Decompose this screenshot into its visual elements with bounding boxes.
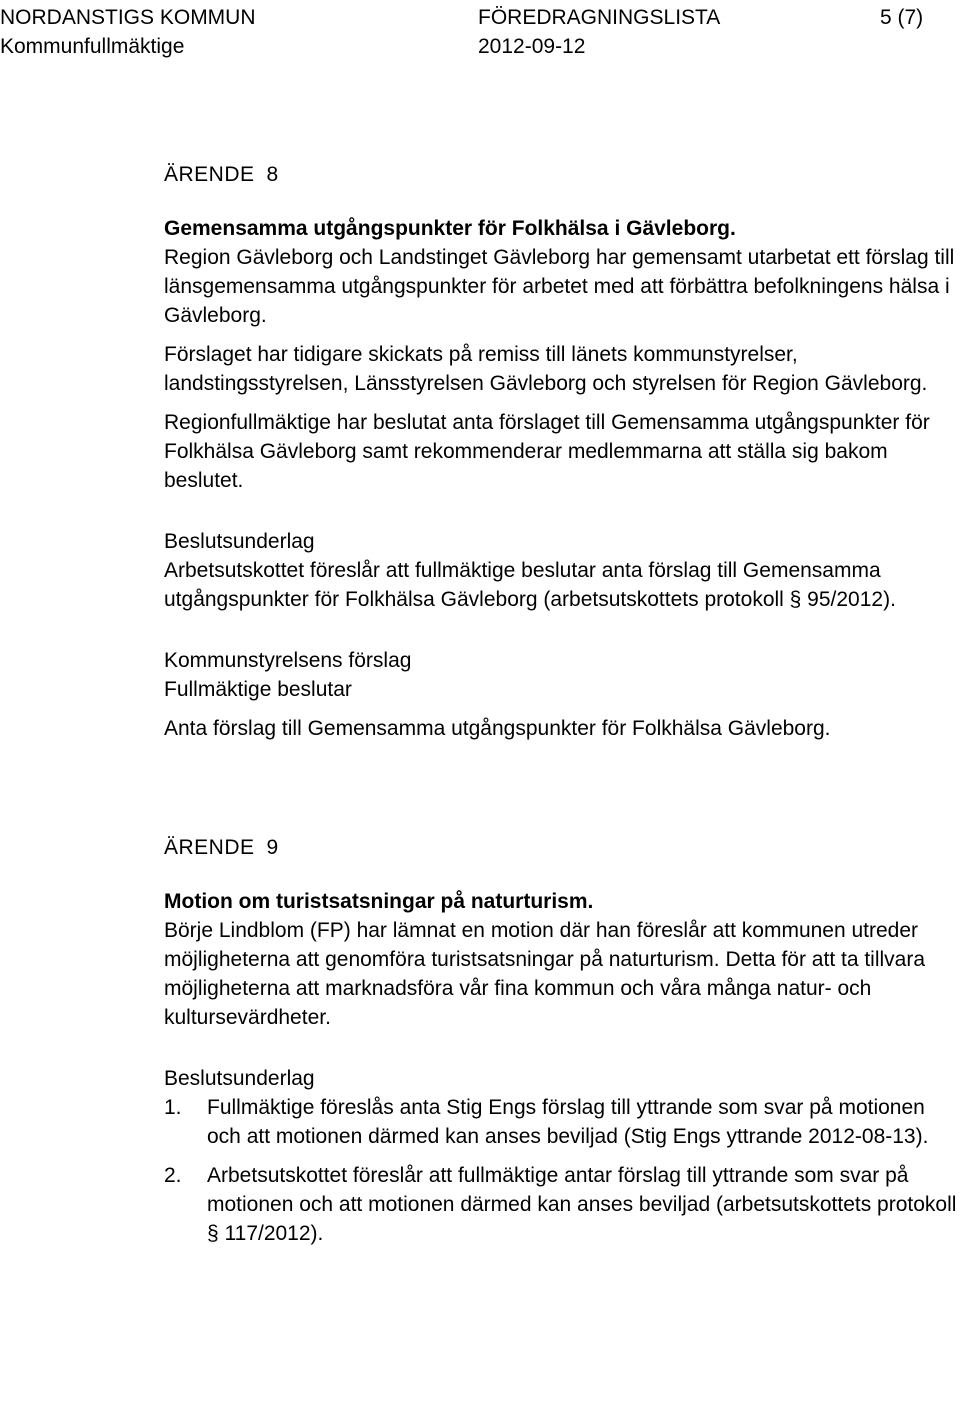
arende-9-title: Motion om turistsatsningar på naturturism.: [164, 890, 594, 913]
header-org: NORDANSTIGS KOMMUN: [0, 6, 256, 29]
arende-8-title: Gemensamma utgångspunkter för Folkhälsa i Gävleborg.: [164, 217, 736, 240]
header-doc-type: FÖREDRAGNINGSLISTA: [478, 6, 721, 29]
arende-9-beslutsunderlag-heading: Beslutsunderlag: [164, 1067, 315, 1090]
header-body: Kommunfullmäktige: [0, 35, 185, 58]
arende-label: ÄRENDE: [164, 836, 255, 859]
arende-9-beslutsunderlag-list: [164, 1093, 959, 1248]
header-page-number: 5 (7): [880, 6, 924, 29]
arende-8-ks-text: Anta förslag till Gemensamma utgångspunkter för Folkhälsa Gävleborg.: [164, 717, 831, 740]
list-item-text: Arbetsutskottet föreslår att fullmäktige antar förslag till yttrande som svar på motionen och att motionen därmed kan anses beviljad (arbetsutskottets protokoll § 117/2012).: [207, 1164, 957, 1245]
header-date: 2012-09-12: [478, 35, 586, 58]
arende-label: ÄRENDE: [164, 163, 255, 186]
arende-8-ks-heading: Kommunstyrelsens förslag: [164, 649, 412, 672]
list-item-number: 1.: [164, 1096, 182, 1119]
list-item-number: 2.: [164, 1164, 182, 1187]
list-item-text: Fullmäktige föreslås anta Stig Engs förslag till yttrande som svar på motionen och att motionen därmed kan anses beviljad (Stig Engs yttrande 2012-08-13).: [207, 1096, 929, 1148]
document-content: [164, 160, 959, 1248]
arende-9-paragraph: Börje Lindblom (FP) har lämnat en motion där han föreslår att kommunen utreder möjligheterna att genomföra turistsatsningar på naturturism. Detta för att ta tillvara möjligheterna att marknadsföra vår fina kommun och våra många natur- och kultursevärdheter.: [164, 919, 926, 1029]
arende-8-beslutsunderlag-heading: Beslutsunderlag: [164, 530, 315, 553]
arende-8-beslutsunderlag-text: Arbetsutskottet föreslår att fullmäktige beslutar anta förslag till Gemensamma utgångspunkter för Folkhälsa Gävleborg (arbetsutskottets protokoll § 95/2012).: [164, 559, 896, 611]
list-item: [164, 1161, 959, 1248]
arende-number: 9: [266, 836, 279, 859]
arende-8-paragraph-2: Förslaget har tidigare skickats på remiss till länets kommunstyrelser, landstingsstyrelsen, Länsstyrelsen Gävleborg och styrelsen för Region Gävleborg.: [164, 343, 928, 395]
arende-8-paragraph-3: Regionfullmäktige har beslutat anta förslaget till Gemensamma utgångspunkter för Folkhälsa Gävleborg samt rekommenderar medlemmarna att ställa sig bakom beslutet.: [164, 411, 930, 492]
arende-8-paragraph-1: Region Gävleborg och Landstinget Gävleborg har gemensamt utarbetat ett förslag till länsgemensamma utgångspunkter för arbetet med att förbättra befolkningens hälsa i Gävleborg.: [164, 246, 955, 327]
arende-8-ks-subheading: Fullmäktige beslutar: [164, 678, 352, 701]
arende-9-label: [164, 833, 959, 863]
arende-8-label: [164, 160, 959, 190]
arende-number: 8: [266, 163, 279, 186]
list-item: [164, 1093, 959, 1151]
